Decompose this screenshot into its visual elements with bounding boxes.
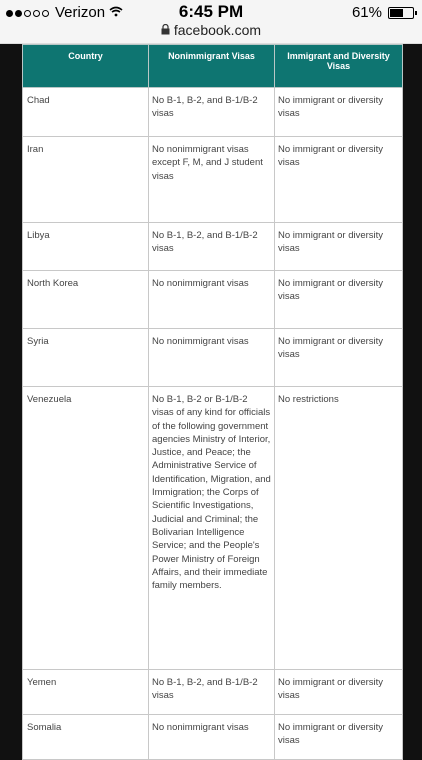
immigrant-cell: No immigrant or diversity visas	[275, 271, 403, 329]
nonimmigrant-cell: No B-1, B-2, and B-1/B-2 visas	[149, 670, 275, 715]
header-country: Country	[23, 45, 149, 88]
immigrant-cell: No immigrant or diversity visas	[275, 223, 403, 271]
country-cell: Syria	[23, 329, 149, 387]
nonimmigrant-cell: No nonimmigrant visas	[149, 329, 275, 387]
table-row	[23, 670, 403, 715]
country-cell: North Korea	[23, 271, 149, 329]
visa-restrictions-table	[22, 44, 403, 760]
carrier-name: Verizon	[55, 4, 106, 21]
battery-icon	[388, 7, 414, 19]
battery-area	[352, 4, 414, 21]
nonimmigrant-cell: No B-1, B-2, and B-1/B-2 visas	[149, 223, 275, 271]
immigrant-cell: No immigrant or diversity visas	[275, 329, 403, 387]
table-row	[23, 715, 403, 760]
country-cell: Chad	[23, 88, 149, 137]
nonimmigrant-cell: No nonimmigrant visas except F, M, and J student visas	[149, 137, 275, 223]
table-row	[23, 387, 403, 670]
table-header-row	[23, 45, 403, 88]
immigrant-cell: No immigrant or diversity visas	[275, 715, 403, 760]
lock-icon	[161, 22, 174, 38]
immigrant-cell: No immigrant or diversity visas	[275, 670, 403, 715]
address-bar[interactable]	[0, 22, 422, 38]
clock: 6:45 PM	[178, 2, 244, 21]
table-row	[23, 329, 403, 387]
immigrant-cell: No immigrant or diversity visas	[275, 137, 403, 223]
header-immigrant: Immigrant and Diversity Visas	[275, 45, 403, 88]
table-row	[23, 271, 403, 329]
battery-level	[390, 9, 403, 17]
nonimmigrant-cell: No nonimmigrant visas	[149, 715, 275, 760]
table-row	[23, 137, 403, 223]
country-cell: Yemen	[23, 670, 149, 715]
nonimmigrant-cell: No nonimmigrant visas	[149, 271, 275, 329]
nonimmigrant-cell: No B-1, B-2 or B-1/B-2 visas of any kind for officials of the following government agencies Ministry of Interior, Justice, and Peace; the Administrative Service of Identification, Migration, and Immigration; the Corps of Scientific Investigations, Judicial and Criminal; the Bolivarian Intelligence Service; and the People's Power Ministry of Foreign Affairs, and their immediate family members.	[149, 387, 275, 670]
status-bar	[0, 0, 422, 44]
url-text: facebook.com	[173, 22, 262, 38]
country-cell: Somalia	[23, 715, 149, 760]
header-nonimmigrant: Nonimmigrant Visas	[149, 45, 275, 88]
country-cell: Iran	[23, 137, 149, 223]
country-cell: Libya	[23, 223, 149, 271]
table-row	[23, 223, 403, 271]
webpage-content[interactable]	[0, 44, 422, 750]
nonimmigrant-cell: No B-1, B-2, and B-1/B-2 visas	[149, 88, 275, 137]
battery-percent: 61%	[351, 4, 382, 21]
immigrant-cell: No restrictions	[275, 387, 403, 670]
table-row	[23, 88, 403, 137]
country-cell: Venezuela	[23, 387, 149, 670]
immigrant-cell: No immigrant or diversity visas	[275, 88, 403, 137]
